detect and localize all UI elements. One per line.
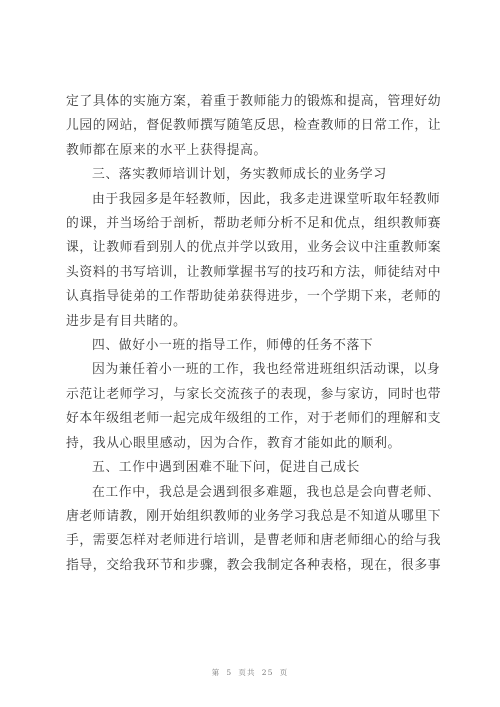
footer-middle: 页共: [238, 668, 256, 677]
text-line: 由于我园多是年轻教师，因此，我多走进课堂听取年轻教师: [92, 191, 441, 207]
text-line: 持，我从心眼里感动，因为合作，教育才能如此的顺利。: [66, 435, 401, 451]
text-line: 头资料的书写培训，让教师掌握书写的技巧和方法，师徒结对中: [66, 264, 442, 280]
text-line: 手，需要怎样对老师进行培训，是曹老师和唐老师细心的给与我: [66, 533, 442, 549]
text-line: 认真指导徒弟的工作帮助徒弟获得进步，一个学期下来，老师的: [66, 289, 442, 305]
section-heading: 五、工作中遇到困难不耻下问，促进自己成长: [92, 460, 360, 476]
footer-page-number: 5: [226, 668, 233, 677]
page-footer: [0, 667, 500, 678]
text-line: 教师都在原来的水平上获得提高。: [66, 142, 267, 158]
footer-total-pages: 25: [261, 668, 274, 677]
body-paragraph: [66, 90, 442, 163]
body-paragraph: [66, 358, 442, 456]
text-line: 进步是有目共睹的。: [66, 313, 187, 329]
footer-suffix: 页: [279, 668, 289, 677]
text-line: 唐老师请教，刚开始组织教师的业务学习我总是不知道从哪里下: [66, 508, 442, 524]
text-line: 好本年级组老师一起完成年级组的工作，对于老师们的理解和支: [66, 411, 442, 427]
text-line: 指导，交给我环节和步骤，教会我制定各种表格，现在，很多事: [66, 557, 442, 573]
text-line: 课，让教师看到别人的优点并学以致用，业务会议中注重教师案: [66, 240, 442, 256]
text-line: 在工作中，我总是会遇到很多难题，我也总是会向曹老师、: [92, 484, 441, 500]
text-line: 的课，并当场给于剖析，帮助老师分析不足和优点，组织教师赛: [66, 216, 442, 232]
text-line: 因为兼任着小一班的工作，我也经常进班组织活动课，以身: [92, 362, 441, 378]
text-line: 儿园的网站，督促教师撰写随笔反思，检查教师的日常工作，让: [66, 118, 442, 134]
body-paragraph: [66, 188, 442, 334]
text-line: 定了具体的实施方案，着重于教师能力的锻炼和提高，管理好幼: [66, 94, 442, 109]
section-heading: 四、做好小一班的指导工作，师傅的任务不落下: [92, 338, 374, 354]
page-content: [66, 90, 442, 578]
section-heading: 三、落实教师培训计划，务实教师成长的业务学习: [92, 167, 387, 183]
text-line: 示范让老师学习，与家长交流孩子的表现，参与家访，同时也带: [66, 386, 442, 402]
body-paragraph: [66, 481, 442, 579]
footer-prefix: 第: [211, 668, 221, 677]
